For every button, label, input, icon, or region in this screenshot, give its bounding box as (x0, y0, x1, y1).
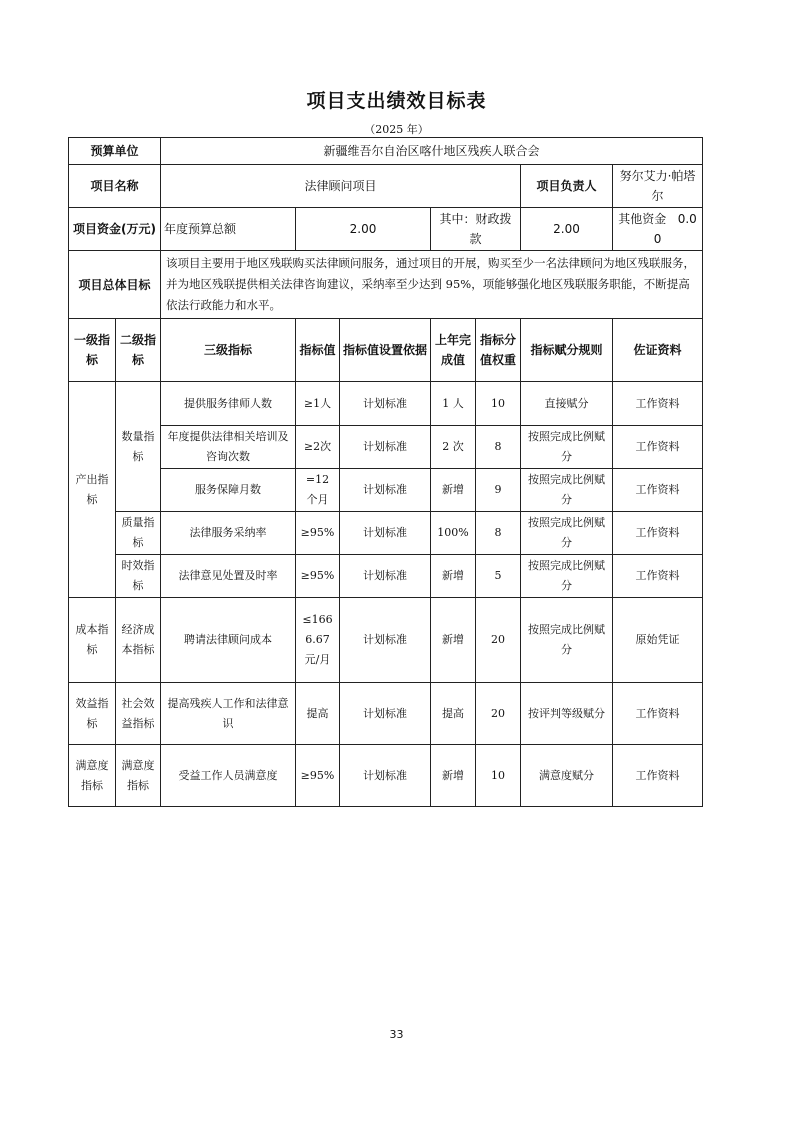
weight-cell: 10 (476, 382, 521, 426)
basis-cell: 计划标准 (340, 598, 431, 683)
other-value (613, 208, 703, 251)
level2-cell: 数量指标 (116, 382, 161, 512)
last-cell: 新增 (431, 745, 476, 807)
level3-cell: 提供服务律师人数 (161, 382, 296, 426)
project-name-row (69, 165, 703, 208)
column-header-row (69, 319, 703, 382)
level3-cell: 服务保障月数 (161, 469, 296, 512)
col-last-year: 上年完成值 (431, 319, 476, 382)
fiscal-value: 2.00 (521, 208, 613, 251)
weight-cell: 5 (476, 555, 521, 598)
weight-cell: 10 (476, 745, 521, 807)
page-number: 33 (389, 1028, 404, 1041)
evidence-cell: 工作资料 (613, 745, 703, 807)
value-cell: ≥95% (296, 512, 340, 555)
rule-cell: 按评判等级赋分 (521, 683, 613, 745)
level3-cell: 年度提供法律相关培训及咨询次数 (161, 426, 296, 469)
level1-cell: 满意度指标 (69, 745, 116, 807)
year-label: （2025 年） (364, 123, 429, 136)
budget-unit-label: 预算单位 (69, 138, 161, 165)
other-amount: 0.00 (653, 212, 697, 246)
table-row (69, 555, 703, 598)
last-cell: 2 次 (431, 426, 476, 469)
rule-cell: 按照完成比例赋分 (521, 555, 613, 598)
funds-label: 项目资金(万元) (69, 208, 161, 251)
rule-cell: 按照完成比例赋分 (521, 469, 613, 512)
value-cell: ≥2次 (296, 426, 340, 469)
rule-cell: 按照完成比例赋分 (521, 598, 613, 683)
annual-budget-label: 年度预算总额 (161, 208, 296, 251)
level3-cell: 聘请法律顾问成本 (161, 598, 296, 683)
level1-cell: 产出指标 (69, 382, 116, 598)
last-cell: 提高 (431, 683, 476, 745)
value-cell: ≥95% (296, 745, 340, 807)
goal-row (69, 251, 703, 319)
level2-cell: 时效指标 (116, 555, 161, 598)
weight-cell: 8 (476, 426, 521, 469)
project-name-label: 项目名称 (69, 165, 161, 208)
evidence-cell: 原始凭证 (613, 598, 703, 683)
basis-cell: 计划标准 (340, 683, 431, 745)
value-cell: =12 个月 (296, 469, 340, 512)
value-cell: ≥95% (296, 555, 340, 598)
value-cell: 提高 (296, 683, 340, 745)
last-cell: 新增 (431, 469, 476, 512)
level3-cell: 法律意见处置及时率 (161, 555, 296, 598)
level2-cell: 质量指标 (116, 512, 161, 555)
rule-cell: 按照完成比例赋分 (521, 426, 613, 469)
evidence-cell: 工作资料 (613, 426, 703, 469)
budget-unit-value: 新疆维吾尔自治区喀什地区残疾人联合会 (161, 138, 703, 165)
other-label: 其他资金 (618, 212, 667, 226)
owner-label: 项目负责人 (521, 165, 613, 208)
project-name-value: 法律顾问项目 (161, 165, 521, 208)
col-level3: 三级指标 (161, 319, 296, 382)
table-row (69, 512, 703, 555)
rule-cell: 按照完成比例赋分 (521, 512, 613, 555)
level2-cell: 经济成本指标 (116, 598, 161, 683)
col-level2: 二级指标 (116, 319, 161, 382)
col-value: 指标值 (296, 319, 340, 382)
last-cell: 100% (431, 512, 476, 555)
basis-cell: 计划标准 (340, 512, 431, 555)
level2-cell: 社会效益指标 (116, 683, 161, 745)
col-level1: 一级指标 (69, 319, 116, 382)
level1-cell: 成本指标 (69, 598, 116, 683)
funds-row (69, 208, 703, 251)
evidence-cell: 工作资料 (613, 382, 703, 426)
evidence-cell: 工作资料 (613, 683, 703, 745)
last-cell: 新增 (431, 598, 476, 683)
weight-cell: 20 (476, 598, 521, 683)
goal-label: 项目总体目标 (69, 251, 161, 319)
weight-cell: 20 (476, 683, 521, 745)
level3-cell: 受益工作人员满意度 (161, 745, 296, 807)
table-row (69, 598, 703, 683)
fiscal-label: 其中：财政拨款 (431, 208, 521, 251)
basis-cell: 计划标准 (340, 382, 431, 426)
last-cell: 1 人 (431, 382, 476, 426)
table-row (69, 683, 703, 745)
owner-value: 努尔艾力·帕塔尔 (613, 165, 703, 208)
table-row (69, 426, 703, 469)
level1-cell: 效益指标 (69, 683, 116, 745)
value-cell: ≥1人 (296, 382, 340, 426)
rule-cell: 满意度赋分 (521, 745, 613, 807)
col-weight: 指标分值权重 (476, 319, 521, 382)
evidence-cell: 工作资料 (613, 469, 703, 512)
basis-cell: 计划标准 (340, 745, 431, 807)
page-title: 项目支出绩效目标表 (306, 90, 487, 112)
last-cell: 新增 (431, 555, 476, 598)
table-row (69, 382, 703, 426)
performance-table (68, 137, 703, 807)
annual-budget-value: 2.00 (296, 208, 431, 251)
goal-text: 该项目主要用于地区残联购买法律顾问服务，通过项目的开展，购买至少一名法律顾问为地区残联服务，并为地区残联提供相关法律咨询建议，采纳率至少达到 95%，项能够强化地区残联服务职能，不断提高依法行政能力和水平。 (161, 251, 703, 319)
value-cell: ≤1666.67 元/月 (296, 598, 340, 683)
level3-cell: 提高残疾人工作和法律意识 (161, 683, 296, 745)
basis-cell: 计划标准 (340, 426, 431, 469)
col-evidence: 佐证资料 (613, 319, 703, 382)
table-row (69, 745, 703, 807)
weight-cell: 8 (476, 512, 521, 555)
basis-cell: 计划标准 (340, 469, 431, 512)
budget-unit-row (69, 138, 703, 165)
level3-cell: 法律服务采纳率 (161, 512, 296, 555)
weight-cell: 9 (476, 469, 521, 512)
basis-cell: 计划标准 (340, 555, 431, 598)
rule-cell: 直接赋分 (521, 382, 613, 426)
level2-cell: 满意度指标 (116, 745, 161, 807)
col-rule: 指标赋分规则 (521, 319, 613, 382)
col-basis: 指标值设置依据 (340, 319, 431, 382)
table-row (69, 469, 703, 512)
evidence-cell: 工作资料 (613, 512, 703, 555)
evidence-cell: 工作资料 (613, 555, 703, 598)
